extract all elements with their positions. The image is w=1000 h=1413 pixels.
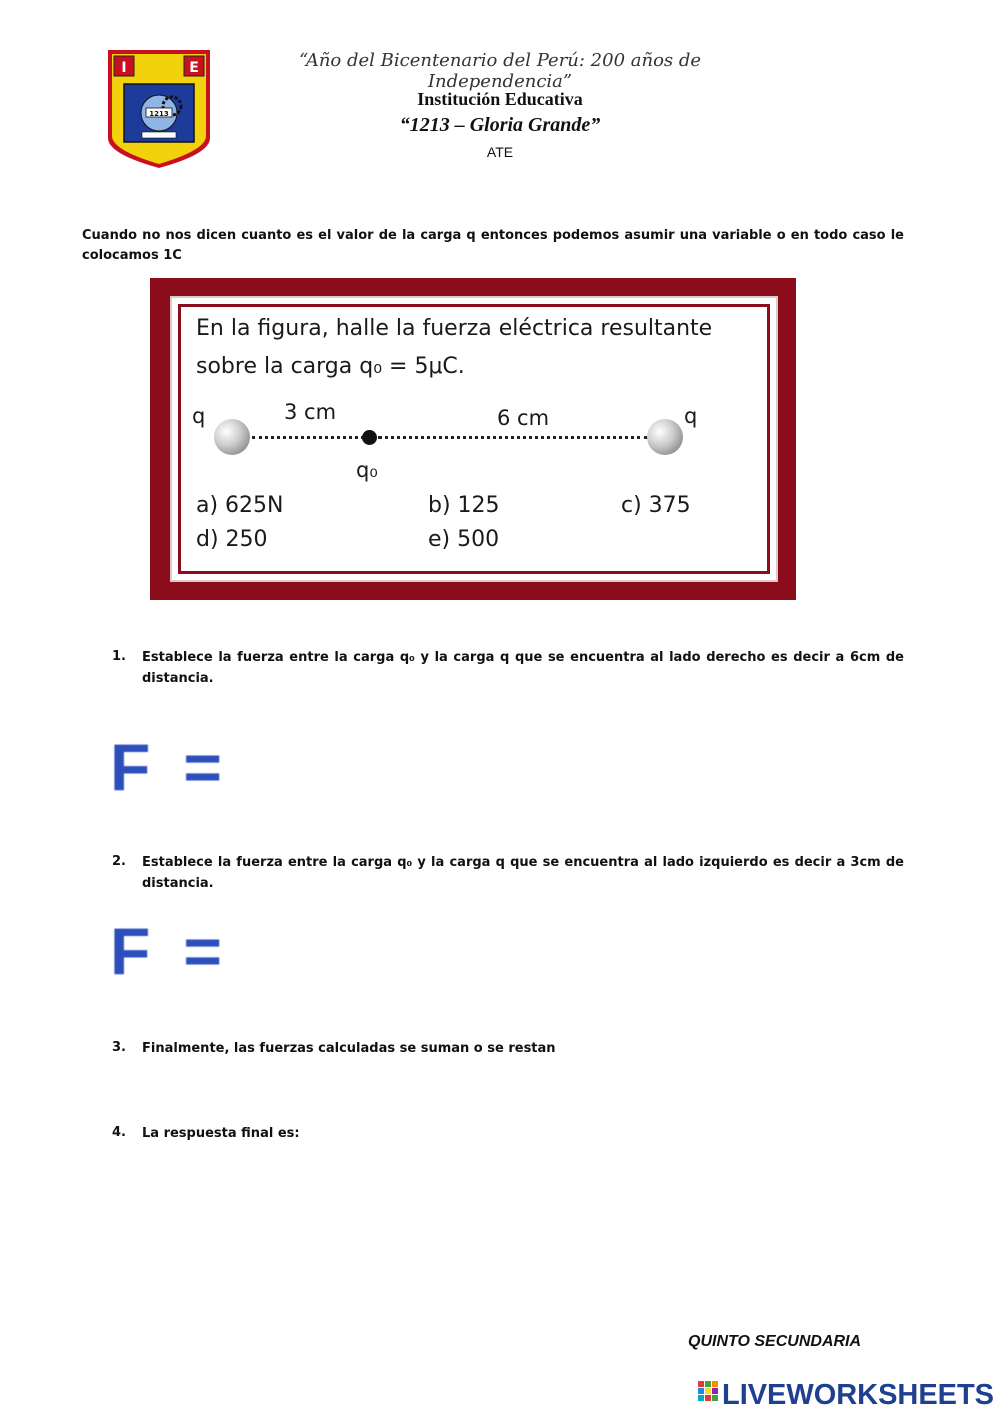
right-charge-label: q xyxy=(684,404,698,428)
question-1-number: 1. xyxy=(112,649,126,664)
option-e: e) 500 xyxy=(428,527,500,552)
right-charge-sphere xyxy=(647,419,683,455)
right-distance-label: 6 cm xyxy=(497,406,550,430)
logo-number: 1213 xyxy=(149,110,169,118)
right-distance-line xyxy=(378,436,648,439)
question-2-text: Establece la fuerza entre la carga q₀ y la carga q que se encuentra al lado izquierdo es decir a 3cm de distancia. xyxy=(142,855,904,891)
question-4-number: 4. xyxy=(112,1125,126,1140)
option-d: d) 250 xyxy=(196,527,268,552)
logo-letter-e: E xyxy=(189,60,199,76)
question-3-number: 3. xyxy=(112,1040,126,1055)
option-b: b) 125 xyxy=(428,493,500,518)
formula-letter: F xyxy=(110,730,151,804)
formula-image-2 xyxy=(110,914,260,1018)
school-logo xyxy=(106,46,212,170)
left-distance-label: 3 cm xyxy=(284,400,337,424)
intro-paragraph: Cuando no nos dicen cuanto es el valor de la carga q entonces podemos asumir una variable o en todo caso le colocamos 1C xyxy=(82,228,904,263)
formula-equals: = xyxy=(183,730,222,804)
problem-statement-line1: En la figura, halle la fuerza eléctrica resultante xyxy=(196,316,713,341)
question-2-number: 2. xyxy=(112,854,126,869)
district-label: ATE xyxy=(486,144,514,160)
left-distance-line xyxy=(252,436,364,439)
question-1-text: Establece la fuerza entre la carga q₀ y la carga q que se encuentra al lado derecho es decir a 6cm de distancia. xyxy=(142,650,904,686)
grade-level-label: QUINTO SECUNDARIA xyxy=(688,1333,862,1350)
school-name: “1213 – Gloria Grande” xyxy=(399,114,601,136)
option-a: a) 625N xyxy=(196,493,284,518)
logo-letter-i: I xyxy=(121,60,127,76)
institution-label: Institución Educativa xyxy=(417,89,583,109)
left-charge-label: q xyxy=(192,404,206,428)
problem-statement-line2: sobre la carga q₀ = 5μC. xyxy=(196,354,465,379)
center-charge-label: q₀ xyxy=(356,458,378,482)
question-4-text: La respuesta final es: xyxy=(142,1126,300,1141)
formula-equals: = xyxy=(183,914,222,988)
option-c: c) 375 xyxy=(621,493,691,518)
liveworksheets-brand xyxy=(698,1375,998,1409)
left-charge-sphere xyxy=(214,419,250,455)
question-3-text: Finalmente, las fuerzas calculadas se suman o se restan xyxy=(142,1041,556,1056)
formula-letter: F xyxy=(110,914,151,988)
brand-text: LIVEWORKSHEETS xyxy=(722,1379,994,1409)
formula-image-1 xyxy=(110,730,260,834)
center-charge-dot xyxy=(362,430,377,445)
year-motto: “Año del Bicentenario del Perú: 200 años de Independencia” xyxy=(298,50,702,92)
